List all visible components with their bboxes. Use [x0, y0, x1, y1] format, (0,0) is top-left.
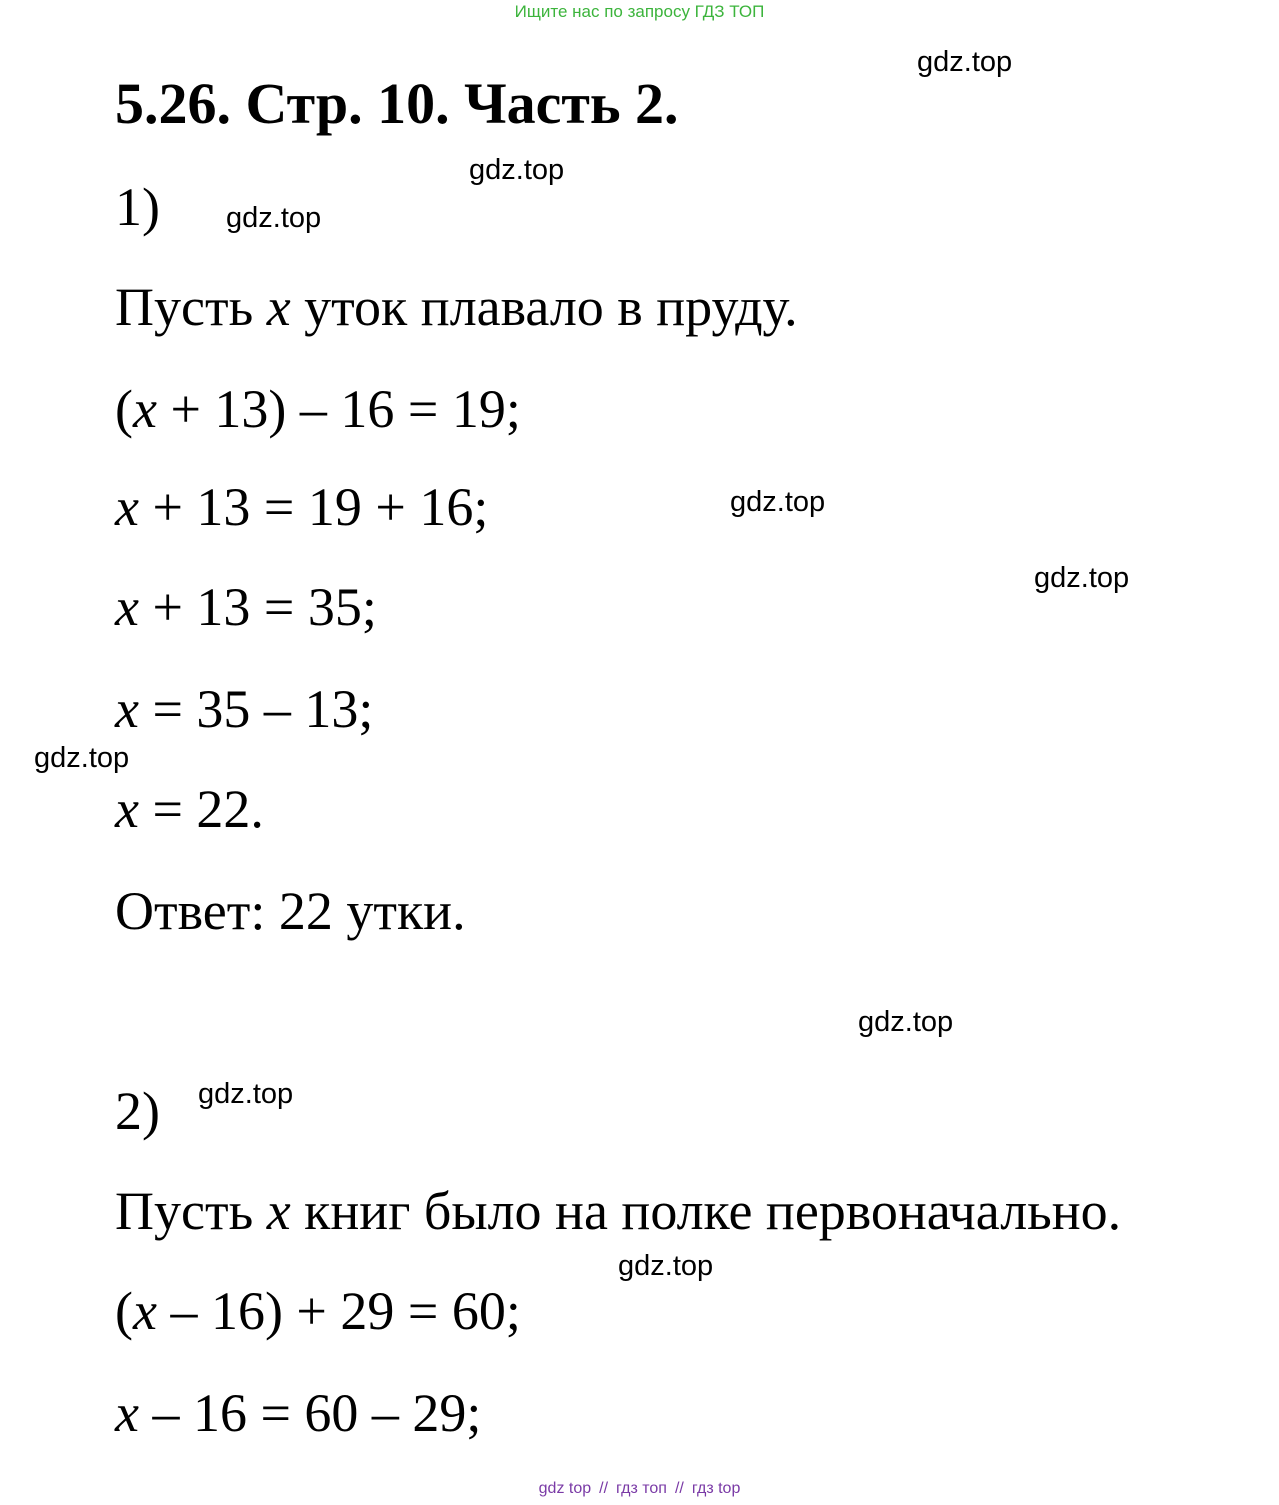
watermark: gdz.top — [1034, 562, 1130, 594]
part2-intro — [115, 1181, 1122, 1241]
watermark: gdz.top — [858, 1006, 954, 1038]
watermark: gdz.top — [226, 202, 322, 234]
watermark: gdz.top — [469, 154, 565, 186]
part2-intro-before: Пусть — [115, 1181, 267, 1241]
part1-equation-1: (x + 13) – 16 = 19; — [115, 379, 521, 439]
footer-item-2: гдз топ — [616, 1480, 667, 1497]
part1-equation-5: x = 22. — [115, 779, 264, 839]
top-banner: Ищите нас по запросу ГДЗ ТОП — [514, 2, 765, 21]
part2-equation-1: (x – 16) + 29 = 60; — [115, 1281, 521, 1341]
part1-intro-after: уток плавало в пруду. — [290, 277, 798, 337]
part1-label: 1) — [115, 177, 160, 237]
footer-separator: // — [599, 1480, 609, 1497]
part1-intro-var: x — [266, 277, 291, 337]
part2-label: 2) — [115, 1081, 160, 1141]
part1-equation-2: x + 13 = 19 + 16; — [115, 477, 489, 537]
page-title: 5.26. Стр. 10. Часть 2. — [115, 71, 679, 136]
part1-intro — [115, 277, 798, 337]
footer-item-1: gdz top — [538, 1480, 592, 1497]
watermark: gdz.top — [730, 486, 826, 518]
part1-answer: Ответ: 22 утки. — [115, 881, 466, 941]
footer — [0, 1480, 1279, 1498]
footer-separator: // — [674, 1480, 684, 1497]
part2-intro-var: x — [266, 1181, 291, 1241]
watermark: gdz.top — [618, 1250, 714, 1282]
watermark: gdz.top — [34, 742, 130, 774]
watermark: gdz.top — [917, 46, 1013, 78]
part2-intro-after: книг было на полке первоначально. — [290, 1181, 1122, 1241]
watermark: gdz.top — [198, 1078, 294, 1110]
part1-equation-4: x = 35 – 13; — [115, 679, 374, 739]
part1-equation-3: x + 13 = 35; — [115, 577, 377, 637]
part2-equation-2: x – 16 = 60 – 29; — [115, 1383, 482, 1443]
part1-intro-before: Пусть — [115, 277, 267, 337]
footer-item-3: гдз top — [691, 1480, 741, 1497]
